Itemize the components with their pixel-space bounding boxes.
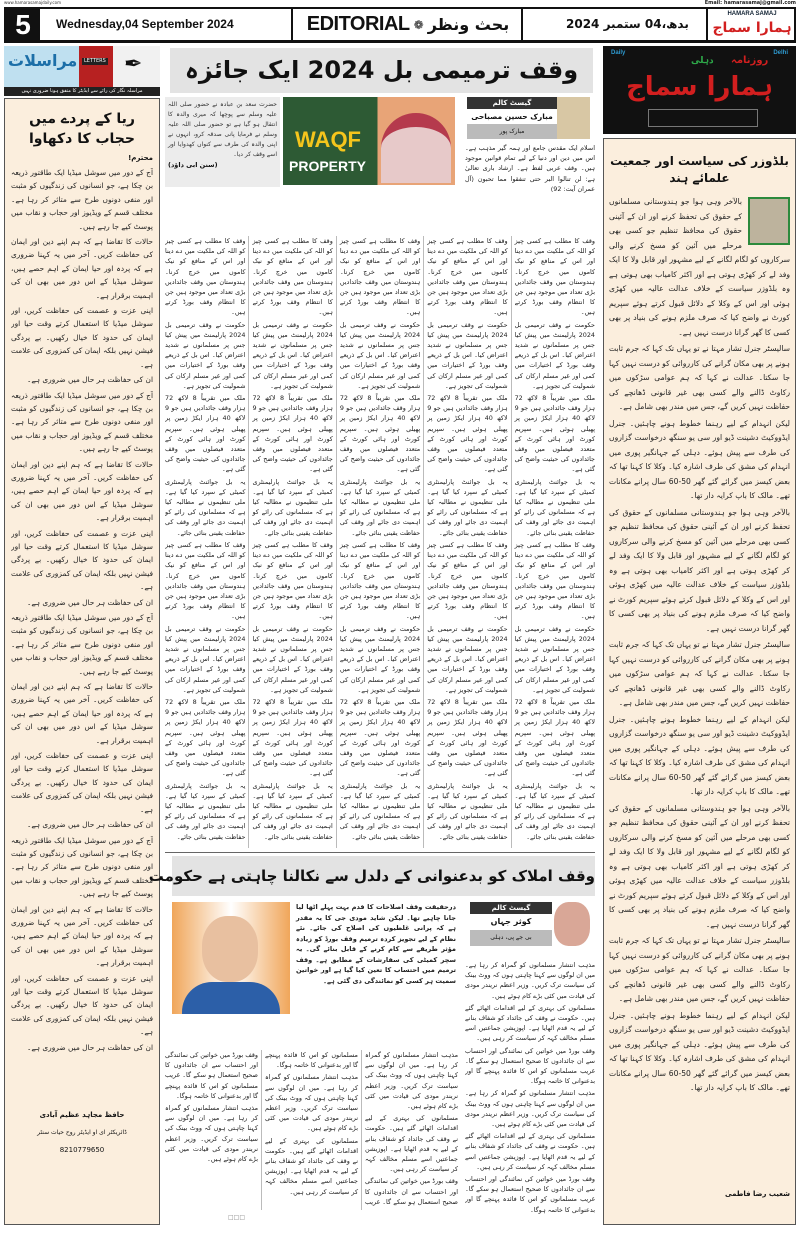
paragraph: حکومت نے وقف ترمیمی بل 2024 پارلیمنٹ میں پیش کیا جس پر مسلمانوں نے شدید اعتراض کیا۔ اس بل کے ذریعے وقف بورڈ کے اختیارات میں کمی اور غیر مسلم ارکان کی شمولیت کی تجویز ہے۔ <box>252 624 333 694</box>
paragraph: یہ بل جوائنٹ پارلیمنٹری کمیٹی کے سپرد کیا گیا ہے۔ ملی تنظیموں نے مطالبہ کیا ہے کہ مسلمانوں کی رائے کو اہمیت دی جائے اور وقف کی حفاظت یقینی بنائی جائے۔ <box>252 477 333 537</box>
paragraph: حکومت نے وقف ترمیمی بل 2024 پارلیمنٹ میں پیش کیا جس پر مسلمانوں نے شدید اعتراض کیا۔ اس بل کے ذریعے وقف بورڈ کے اختیارات میں کمی اور غیر مسلم ارکان کی شمولیت کی تجویز ہے۔ <box>339 320 421 390</box>
author-photo <box>748 197 790 245</box>
paragraph: ملک میں تقریباً 8 لاکھ 72 ہزار وقف جائدادیں ہیں جو 9 لاکھ 40 ہزار ایکڑ زمین پر پھیلی ہوئی ہیں۔ سپریم کورٹ اور ہائی کورٹ کے متعدد فیصلوں میں وقف جائدادوں کی حیثیت واضح کی گئی ہے۔ <box>252 394 333 474</box>
columnist-photo <box>554 902 590 946</box>
letter-author-title: ڈائریکٹر ای او ایڈیٹر روح حیات سنٹر <box>37 1129 127 1136</box>
paragraph: وقف کا مطلب ہے کسی چیز کو اللہ کی ملکیت میں دے دینا اور اس کے منافع کو نیک کاموں میں خرچ کرنا۔ ہندوستان میں وقف جائدادیں بڑی تعداد میں موجود ہیں جن کا انتظام وقف بورڈ کرتے ہیں۔ <box>252 540 333 621</box>
letters-tag: LETTERS <box>84 58 106 64</box>
paragraph: یہ بل جوائنٹ پارلیمنٹری کمیٹی کے سپرد کیا گیا ہے۔ ملی تنظیموں نے مطالبہ کیا ہے کہ مسلمانوں کی رائے کو اہمیت دی جائے اور وقف کی حفاظت یقینی بنائی جائے۔ <box>514 477 595 537</box>
paragraph: مذہب انتشار مسلمانوں کو گمراہ کر رہا ہے۔ میں ان لوگوں سے کہنا چاہتی ہوں کہ ووٹ بینک کی سیاست ترک کریں۔ وزیر اعظم نریندر مودی کی قیادت میں کئی بڑے کام ہوئے ہیں۔ <box>465 1089 595 1129</box>
paragraph: سالیسٹر جنرل تشار مہتا نے تو یہاں تک کہا کہ جرم ثابت ہونے پر بھی مکان گرانے کی کارروائی کو درست نہیں کہا جا سکتا۔ عدالت نے کہا کہ ہم عوامی سڑکوں میں رکاوٹ ڈالنے والے کسی بھی غیر قانونی ڈھانچے کی حفاظت نہیں کریں گے، جس میں مندر بھی شامل ہے۔ <box>609 344 790 411</box>
image-text-property: PROPERTY <box>289 158 367 174</box>
paragraph: وقف کا مطلب ہے کسی چیز کو اللہ کی ملکیت میں دے دینا اور اس کے منافع کو نیک کاموں میں خرچ کرنا۔ ہندوستان میں وقف جائدادیں بڑی تعداد میں موجود ہیں جن کا انتظام وقف بورڈ کرتے ہیں۔ <box>514 540 595 621</box>
paragraph: حکومت نے وقف ترمیمی بل 2024 پارلیمنٹ میں پیش کیا جس پر مسلمانوں نے شدید اعتراض کیا۔ اس بل کے ذریعے وقف بورڈ کے اختیارات میں کمی اور غیر مسلم ارکان کی شمولیت کی تجویز ہے۔ <box>165 320 246 390</box>
date-english: Wednesday,04 September 2024 <box>56 17 234 31</box>
paragraph: بالآخر وہی ہوا جو ہندوستانی مسلمانوں کے حقوق کی تحفظ کرنے اور ان کے آئینی حقوق کی محافظ تنظیم جو کسی بھی مرحلے میں آئین کو مسخ کرنے والی سرکاروں کو لگام لگانے کے لیے مشہور اور قابل ولا کا ایک وفد لے کر کھڑی ہوتی ہے اور اکثر کامیاب بھی ہوتی ہے وہ بلڈوزر سیاست کے خلاف عدالت عالیہ میں کھڑی ہوئی اور اس کے وکلا کے دلائل قبول کرتے ہوئے سپریم کورٹ نے واضح کیا کہ صرف ملزم ہونے کی بنیاد پر بھی کسی کا گھر گرانا درست نہیں ہے۔ <box>609 507 790 633</box>
logo-roznama: روزنامہ <box>731 55 769 66</box>
paragraph: اپنی عزت و عصمت کی حفاظت کریں، اور سوشل میڈیا کا استعمال کرتے وقت حیا اور ایمان کی حدود کا خیال رکھیں۔ بے پردگی فیشن نہیں بلکہ ایمان کی کمزوری کی علامت ہے۔ <box>11 751 153 814</box>
email: Email: hamarasamaj@gmail.com <box>704 0 796 6</box>
guest-column-box <box>470 902 552 946</box>
page-number: 5 <box>6 9 40 40</box>
paragraph: حالات کا تقاضا ہے کہ ہم اپنے دین اور ایمان کی حفاظت کریں۔ آخر میں یہ کہنا ضروری ہے کہ پردہ اور حیا ایمان کے اہم حصے ہیں، سوشل میڈیا کے اس دور میں بھی ان کی اہمیت برقرار ہے۔ <box>11 904 153 968</box>
paragraph: ملک میں تقریباً 8 لاکھ 72 ہزار وقف جائدادیں ہیں جو 9 لاکھ 40 ہزار ایکڑ زمین پر پھیلی ہوئی ہیں۔ سپریم کورٹ اور ہائی کورٹ کے متعدد فیصلوں میں وقف جائدادوں کی حیثیت واضح کی گئی ہے۔ <box>514 394 595 474</box>
divider <box>291 9 293 40</box>
second-quote: درحقیقت وقف اصلاحات کا قدم بہت پہلے اٹھا لیا جانا چاہیے تھا۔ لیکن شاید مودی جی کا یہ مقدر ہے کہ پرانی غلطیوں کی اصلاح کی جائے۔ نئے نظام کے لیے تجویز کردہ ترمیم وقف بورڈ کو زیادہ مؤثر طریقے سے کام کرنے کے قابل بنائے گی۔ یہ سچر کمیٹی کی سفارشات کے مطابق ہے۔ وقف ترمیم میں احتساب کا تعین کیا گیا ہے اور خواتین سمیت ہر کسی کو نمائندگی دی گئی ہے۔ <box>296 903 456 985</box>
letter-headline: ریا کے پردے میں حجاب کا دکھاوا <box>29 111 135 147</box>
right-author: شعیب رضا فاطمی <box>725 1190 790 1198</box>
divider <box>706 9 708 40</box>
paragraph: ان کی حفاظت ہر حال میں ضروری ہے۔ <box>27 820 153 830</box>
modi-photo <box>172 902 290 1014</box>
right-body <box>609 195 790 1175</box>
section-urdu: بحث ونظر <box>427 15 510 34</box>
paragraph: یہ بل جوائنٹ پارلیمنٹری کمیٹی کے سپرد کیا گیا ہے۔ ملی تنظیموں نے مطالبہ کیا ہے کہ مسلمانوں کی رائے کو اہمیت دی جائے اور وقف کی حفاظت یقینی بنائی جائے۔ <box>427 781 508 841</box>
letters-disclaimer: مراسلہ نگار کی رائے سے ایڈیٹر کا متفق ہونا ضروری نہیں <box>4 87 160 96</box>
section-title <box>298 11 518 38</box>
second-body-side <box>465 960 595 1222</box>
logo-english: HAMARA SAMAJ <box>727 11 777 17</box>
face-graphic <box>202 916 258 982</box>
hadith-source: (سنن ابی داؤد) <box>168 161 218 169</box>
paragraph: حکومت نے وقف ترمیمی بل 2024 پارلیمنٹ میں پیش کیا جس پر مسلمانوں نے شدید اعتراض کیا۔ اس بل کے ذریعے وقف بورڈ کے اختیارات میں کمی اور غیر مسلم ارکان کی شمولیت کی تجویز ہے۔ <box>252 320 333 390</box>
paragraph: یہ بل جوائنٹ پارلیمنٹری کمیٹی کے سپرد کیا گیا ہے۔ ملی تنظیموں نے مطالبہ کیا ہے کہ مسلمانوں کی رائے کو اہمیت دی جائے اور وقف کی حفاظت یقینی بنائی جائے۔ <box>165 477 246 537</box>
main-intro: اسلام ایک مقدس جامع اور ہمہ گیر مذہب ہے۔ اس میں دین اور دنیا کے لیے تمام قوانین موجود ہیں۔ وقف عربی لفظ ہے۔ ارشاد باری تعالیٰ ہے: لن تنالوا البر حتی تنفقوا مما تحبون (آل عمران آیت: 92) <box>465 144 595 193</box>
paragraph: یہ بل جوائنٹ پارلیمنٹری کمیٹی کے سپرد کیا گیا ہے۔ ملی تنظیموں نے مطالبہ کیا ہے کہ مسلمانوں کی رائے کو اہمیت دی جائے اور وقف کی حفاظت یقینی بنائی جائے۔ <box>339 781 421 841</box>
logo-delhi: Delhi <box>773 50 788 56</box>
paragraph: ملک میں تقریباً 8 لاکھ 72 ہزار وقف جائدادیں ہیں جو 9 لاکھ 40 ہزار ایکڑ زمین پر پھیلی ہوئی ہیں۔ سپریم کورٹ اور ہائی کورٹ کے متعدد فیصلوں میں وقف جائدادوں کی حیثیت واضح کی گئی ہے۔ <box>514 697 595 778</box>
paragraph: مسلمانوں کی بہتری کے لیے اقدامات اٹھائے گئے ہیں۔ حکومت نے وقف کی جائداد کو شفاف بنانے کے لیے یہ قدم اٹھایا ہے۔ اپوزیشن جماعتیں اسے مسلم مخالف کہہ کر سیاست کر رہی ہیں۔ <box>465 1132 595 1171</box>
hadith-quote: حضرت سعد بن عبادہ نے حضور صلی اللہ علیہ وسلم سے پوچھا کہ میری والدہ کا انتقال ہو گیا ہے تو حضور صلی اللہ علیہ وسلم نے فرمایا پانی صدقہ کرو، انہوں نے اپنی والدہ کی طرف سے کنواں کھدوایا اور اسے وقف کر دیا۔ <box>168 101 277 158</box>
hadith-quote-box <box>165 97 280 187</box>
paragraph: آج کے دور میں سوشل میڈیا ایک طاقتور ذریعہ بن چکا ہے، جو انسانوں کی زندگیوں کو مثبت اور منفی دونوں طرح سے متاثر کر رہا ہے۔ مختلف قسم کے ویڈیوز اور حجاب و نقاب میں پوسٹ کیے جا رہے ہیں۔ <box>11 613 153 676</box>
paragraph: یہ بل جوائنٹ پارلیمنٹری کمیٹی کے سپرد کیا گیا ہے۔ ملی تنظیموں نے مطالبہ کیا ہے کہ مسلمانوں کی رائے کو اہمیت دی جائے اور وقف کی حفاظت یقینی بنائی جائے۔ <box>252 781 333 841</box>
paragraph: حکومت نے وقف ترمیمی بل 2024 پارلیمنٹ میں پیش کیا جس پر مسلمانوں نے شدید اعتراض کیا۔ اس بل کے ذریعے وقف بورڈ کے اختیارات میں کمی اور غیر مسلم ارکان کی شمولیت کی تجویز ہے۔ <box>427 624 508 694</box>
paragraph: ان کی حفاظت ہر حال میں ضروری ہے۔ <box>27 597 153 607</box>
paragraph: مسلمانوں کی بہتری کے لیے اقدامات اٹھائے گئے ہیں۔ حکومت نے وقف کی جائداد کو شفاف بنانے کے لیے یہ قدم اٹھایا ہے۔ اپوزیشن جماعتیں اسے مسلم مخالف کہہ کر سیاست کر رہی ہیں۔ <box>465 1003 595 1043</box>
paragraph: یہ بل جوائنٹ پارلیمنٹری کمیٹی کے سپرد کیا گیا ہے۔ ملی تنظیموں نے مطالبہ کیا ہے کہ مسلمانوں کی رائے کو اہمیت دی جائے اور وقف کی حفاظت یقینی بنائی جائے۔ <box>514 781 595 841</box>
paragraph: سالیسٹر جنرل تشار مہتا نے تو یہاں تک کہا کہ جرم ثابت ہونے پر بھی مکان گرانے کی کارروائی کو درست نہیں کہا جا سکتا۔ عدالت نے کہا کہ ہم عوامی سڑکوں میں رکاوٹ ڈالنے والے کسی بھی غیر قانونی ڈھانچے کی حفاظت نہیں کریں گے، جس میں مندر بھی شامل ہے۔ <box>609 640 790 707</box>
pen-icon: ✒ <box>124 52 143 77</box>
paragraph: حالات کا تقاضا ہے کہ ہم اپنے دین اور ایمان کی حفاظت کریں۔ آخر میں یہ کہنا ضروری ہے کہ پردہ اور حیا ایمان کے اہم حصے ہیں، سوشل میڈیا کے اس دور میں بھی ان کی اہمیت برقرار ہے۔ <box>11 459 153 523</box>
end-mark: □□□ <box>228 1214 246 1221</box>
paragraph: وقف کا مطلب ہے کسی چیز کو اللہ کی ملکیت میں دے دینا اور اس کے منافع کو نیک کاموں میں خرچ کرنا۔ ہندوستان میں وقف جائدادیں بڑی تعداد میں موجود ہیں جن کا انتظام وقف بورڈ کرتے ہیں۔ <box>165 540 246 621</box>
paragraph: مذہب انتشار مسلمانوں کو گمراہ کر رہا ہے۔ میں ان لوگوں سے کہنا چاہتی ہوں کہ ووٹ بینک کی سیاست ترک کریں۔ وزیر اعظم نریندر مودی کی قیادت میں کئی بڑے کام ہوئے ہیں۔ <box>165 1104 258 1164</box>
main-headline: وقف ترمیمی بل 2024 ایک جائزہ <box>170 48 593 93</box>
letter-author: حافظ مجاہد عظیم آبادی <box>39 1111 125 1119</box>
paragraph: وقف کا مطلب ہے کسی چیز کو اللہ کی ملکیت میں دے دینا اور اس کے منافع کو نیک کاموں میں خرچ کرنا۔ ہندوستان میں وقف جائدادیں بڑی تعداد میں موجود ہیں جن کا انتظام وقف بورڈ کرتے ہیں۔ <box>427 237 508 317</box>
section-english: EDITORIAL <box>306 13 410 35</box>
right-headline: بلڈوزر کی سیاست اور جمعیت علمائے ہند <box>610 154 789 185</box>
paragraph: آج کے دور میں سوشل میڈیا ایک طاقتور ذریعہ بن چکا ہے، جو انسانوں کی زندگیوں کو مثبت اور منفی دونوں طرح سے متاثر کر رہا ہے۔ مختلف قسم کے ویڈیوز اور حجاب و نقاب میں پوسٹ کیے جا رہے ہیں۔ <box>11 390 153 454</box>
guest-column-tag: گیسٹ کالم <box>467 97 557 109</box>
paragraph: حکومت نے وقف ترمیمی بل 2024 پارلیمنٹ میں پیش کیا جس پر مسلمانوں نے شدید اعتراض کیا۔ اس بل کے ذریعے وقف بورڈ کے اختیارات میں کمی اور غیر مسلم ارکان کی شمولیت کی تجویز ہے۔ <box>339 624 421 694</box>
paragraph: بالآخر وہی ہوا جو ہندوستانی مسلمانوں کے حقوق کی تحفظ کرنے اور ان کے آئینی حقوق کی محافظ تنظیم جو کسی بھی مرحلے میں آئین کو مسخ کرنے والی سرکاروں کو لگام لگانے کے لیے مشہور اور قابل ولا کا ایک وفد لے کر کھڑی ہوتی ہے اور اکثر کامیاب بھی ہوتی ہے وہ بلڈوزر سیاست کے خلاف عدالت عالیہ میں کھڑی ہوئی اور اس کے وکلا کے دلائل قبول کرتے ہوئے سپریم کورٹ نے واضح کیا کہ صرف ملزم ہونے کی بنیاد پر بھی کسی کا گھر گرانا درست نہیں ہے۔ <box>609 803 790 929</box>
letter-salutation: محترم! <box>128 154 153 162</box>
paragraph: ان کی حفاظت ہر حال میں ضروری ہے۔ <box>27 1042 153 1052</box>
paragraph: آج کے دور میں سوشل میڈیا ایک طاقتور ذریعہ بن چکا ہے، جو انسانوں کی زندگیوں کو مثبت اور منفی دونوں طرح سے متاثر کر رہا ہے۔ مختلف قسم کے ویڈیوز اور حجاب و نقاب میں پوسٹ کیے جا رہے ہیں۔ <box>11 835 153 899</box>
paragraph: مذہب انتشار مسلمانوں کو گمراہ کر رہا ہے۔ میں ان لوگوں سے کہنا چاہتی ہوں کہ ووٹ بینک کی سیاست ترک کریں۔ وزیر اعظم نریندر مودی کی قیادت میں کئی بڑے کام ہوئے ہیں۔ <box>365 1051 458 1111</box>
paragraph: حکومت نے وقف ترمیمی بل 2024 پارلیمنٹ میں پیش کیا جس پر مسلمانوں نے شدید اعتراض کیا۔ اس بل کے ذریعے وقف بورڈ کے اختیارات میں کمی اور غیر مسلم ارکان کی شمولیت کی تجویز ہے۔ <box>427 320 508 390</box>
paragraph: لیکن انہدام کے لیے رہنما خطوط ہونے چاہئیں۔ جنرل ایڈووکیٹ دشینت ڈیو اور سی یو سنگھ درخواست گزاروں کی طرف سے پیش ہوئے۔ دہلی کے جہانگیر پوری میں انہدام کی مشق کی طرف اشارہ کیا۔ وکلا کا کہنا تھا کہ بعض کیسز میں گرائے گئے گھر 50-60 سال پرانے مکانات تھے۔ مالک کا باپ کرایہ دار تھا۔ <box>609 418 790 500</box>
waqf-property-image <box>283 97 455 185</box>
paragraph: حکومت نے وقف ترمیمی بل 2024 پارلیمنٹ میں پیش کیا جس پر مسلمانوں نے شدید اعتراض کیا۔ اس بل کے ذریعے وقف بورڈ کے اختیارات میں کمی اور غیر مسلم ارکان کی شمولیت کی تجویز ہے۔ <box>514 624 595 694</box>
paragraph: وقف کا مطلب ہے کسی چیز کو اللہ کی ملکیت میں دے دینا اور اس کے منافع کو نیک کاموں میں خرچ کرنا۔ ہندوستان میں وقف جائدادیں بڑی تعداد میں موجود ہیں جن کا انتظام وقف بورڈ کرتے ہیں۔ <box>252 237 333 317</box>
main-body <box>165 236 595 848</box>
letter-phone: 8210779650 <box>59 1146 105 1154</box>
paragraph: یہ بل جوائنٹ پارلیمنٹری کمیٹی کے سپرد کیا گیا ہے۔ ملی تنظیموں نے مطالبہ کیا ہے کہ مسلمانوں کی رائے کو اہمیت دی جائے اور وقف کی حفاظت یقینی بنائی جائے۔ <box>165 781 246 841</box>
image-text-waqf: WAQF <box>295 127 361 152</box>
paragraph: اپنی عزت و عصمت کی حفاظت کریں، اور سوشل میڈیا کا استعمال کرتے وقت حیا اور ایمان کی حدود کا خیال رکھیں۔ بے پردگی فیشن نہیں بلکہ ایمان کی کمزوری کی علامت ہے۔ <box>11 306 153 369</box>
paragraph: وقف کا مطلب ہے کسی چیز کو اللہ کی ملکیت میں دے دینا اور اس کے منافع کو نیک کاموں میں خرچ کرنا۔ ہندوستان میں وقف جائدادیں بڑی تعداد میں موجود ہیں جن کا انتظام وقف بورڈ کرتے ہیں۔ <box>165 237 246 317</box>
masthead-logo <box>603 46 796 134</box>
paragraph: وقف بورڈ میں خواتین کی نمائندگی اور احتساب سے ان جائدادوں کا صحیح استعمال ہو سکے گا۔ غریب مسلمانوں کو اس کا فائدہ پہنچے گا اور بدعنوانی کا خاتمہ ہوگا۔ <box>165 1051 258 1100</box>
paragraph: ملک میں تقریباً 8 لاکھ 72 ہزار وقف جائدادیں ہیں جو 9 لاکھ 40 ہزار ایکڑ زمین پر پھیلی ہوئی ہیں۔ سپریم کورٹ اور ہائی کورٹ کے متعدد فیصلوں میں وقف جائدادوں کی حیثیت واضح کی گئی ہے۔ <box>427 697 508 778</box>
second-headline: وقف املاک کو بدعنوانی کے دلدل سے نکالنا چاہتی ہے حکومت <box>172 856 595 896</box>
letters-banner <box>4 46 160 87</box>
divider <box>165 852 595 853</box>
paragraph: سالیسٹر جنرل تشار مہتا نے تو یہاں تک کہا کہ جرم ثابت ہونے پر بھی مکان گرانے کی کارروائی کو درست نہیں کہا جا سکتا۔ عدالت نے کہا کہ ہم عوامی سڑکوں میں رکاوٹ ڈالنے والے کسی بھی غیر قانونی ڈھانچے کی حفاظت نہیں کریں گے، جس میں مندر بھی شامل ہے۔ <box>609 936 790 1003</box>
paragraph: مذہب انتشار مسلمانوں کو گمراہ کر رہا ہے۔ میں ان لوگوں سے کہنا چاہتی ہوں کہ ووٹ بینک کی سیاست ترک کریں۔ وزیر اعظم نریندر مودی کی قیادت میں کئی بڑے کام ہوئے ہیں۔ <box>465 961 595 1000</box>
paragraph: وقف کا مطلب ہے کسی چیز کو اللہ کی ملکیت میں دے دینا اور اس کے منافع کو نیک کاموں میں خرچ کرنا۔ ہندوستان میں وقف جائدادیں بڑی تعداد میں موجود ہیں جن کا انتظام وقف بورڈ کرتے ہیں۔ <box>339 540 421 621</box>
logo-name: ہمارا سماج <box>626 72 773 102</box>
paragraph: ملک میں تقریباً 8 لاکھ 72 ہزار وقف جائدادیں ہیں جو 9 لاکھ 40 ہزار ایکڑ زمین پر پھیلی ہوئی ہیں۔ سپریم کورٹ اور ہائی کورٹ کے متعدد فیصلوں میں وقف جائدادوں کی حیثیت واضح کی گئی ہے۔ <box>252 697 333 778</box>
paragraph: آج کے دور میں سوشل میڈیا ایک طاقتور ذریعہ بن چکا ہے، جو انسانوں کی زندگیوں کو مثبت اور منفی دونوں طرح سے متاثر کر رہا ہے۔ مختلف قسم کے ویڈیوز اور حجاب و نقاب میں پوسٹ کیے جا رہے ہیں۔ <box>11 168 153 231</box>
paragraph: ملک میں تقریباً 8 لاکھ 72 ہزار وقف جائدادیں ہیں جو 9 لاکھ 40 ہزار ایکڑ زمین پر پھیلی ہوئی ہیں۔ سپریم کورٹ اور ہائی کورٹ کے متعدد فیصلوں میں وقف جائدادوں کی حیثیت واضح کی گئی ہے۔ <box>427 394 508 474</box>
paragraph: وقف کا مطلب ہے کسی چیز کو اللہ کی ملکیت میں دے دینا اور اس کے منافع کو نیک کاموں میں خرچ کرنا۔ ہندوستان میں وقف جائدادیں بڑی تعداد میں موجود ہیں جن کا انتظام وقف بورڈ کرتے ہیں۔ <box>514 237 595 317</box>
website: www.hamarasamajdaily.com <box>4 0 61 5</box>
header-logo: ہمارا سماج <box>712 20 792 36</box>
paragraph: حکومت نے وقف ترمیمی بل 2024 پارلیمنٹ میں پیش کیا جس پر مسلمانوں نے شدید اعتراض کیا۔ اس بل کے ذریعے وقف بورڈ کے اختیارات میں کمی اور غیر مسلم ارکان کی شمولیت کی تجویز ہے۔ <box>165 624 246 694</box>
page-header <box>4 7 796 43</box>
right-article <box>603 138 796 1225</box>
paragraph: یہ بل جوائنٹ پارلیمنٹری کمیٹی کے سپرد کیا گیا ہے۔ ملی تنظیموں نے مطالبہ کیا ہے کہ مسلمانوں کی رائے کو اہمیت دی جائے اور وقف کی حفاظت یقینی بنائی جائے۔ <box>427 477 508 537</box>
columnist-name: کوثر جہاں <box>470 914 552 930</box>
paragraph: مذہب انتشار مسلمانوں کو گمراہ کر رہا ہے۔ میں ان لوگوں سے کہنا چاہتی ہوں کہ ووٹ بینک کی سیاست ترک کریں۔ وزیر اعظم نریندر مودی کی قیادت میں کئی بڑے کام ہوئے ہیں۔ <box>265 1073 358 1133</box>
letter-article <box>4 98 160 1225</box>
columnist-photo <box>557 97 590 139</box>
paragraph: وقف بورڈ میں خواتین کی نمائندگی اور احتساب سے ان جائدادوں کا صحیح استعمال ہو سکے گا۔ غریب مسلمانوں کو اس کا فائدہ پہنچے گا اور بدعنوانی کا خاتمہ ہوگا۔ <box>465 1175 595 1214</box>
paragraph: لیکن انہدام کے لیے رہنما خطوط ہونے چاہئیں۔ جنرل ایڈووکیٹ دشینت ڈیو اور سی یو سنگھ درخواست گزاروں کی طرف سے پیش ہوئے۔ دہلی کے جہانگیر پوری میں انہدام کی مشق کی طرف اشارہ کیا۔ وکلا کا کہنا تھا کہ بعض کیسز میں گرائے گئے گھر 50-60 سال پرانے مکانات تھے۔ مالک کا باپ کرایہ دار تھا۔ <box>609 1010 790 1092</box>
logo-blank-box <box>648 109 758 127</box>
columnist-place: مبارک پور <box>467 124 557 139</box>
paragraph: یہ بل جوائنٹ پارلیمنٹری کمیٹی کے سپرد کیا گیا ہے۔ ملی تنظیموں نے مطالبہ کیا ہے کہ مسلمانوں کی رائے کو اہمیت دی جائے اور وقف کی حفاظت یقینی بنائی جائے۔ <box>339 477 421 537</box>
paragraph: وقف بورڈ میں خواتین کی نمائندگی اور احتساب سے ان جائدادوں کا صحیح استعمال ہو سکے گا۔ غریب مسلمانوں کو اس کا فائدہ پہنچے گا اور بدعنوانی کا خاتمہ ہوگا۔ <box>465 1046 595 1086</box>
court-dome-graphic <box>381 113 451 183</box>
columnist-place: بی جے پی، دہلی <box>470 930 552 946</box>
paragraph: بالآخر وہی ہوا جو ہندوستانی مسلمانوں کے حقوق کی تحفظ کرنے اور ان کے آئینی حقوق کی محافظ تنظیم جو کسی بھی مرحلے میں آئین کو مسخ کرنے والی سرکاروں کو لگام لگانے کے لیے مشہور اور قابل ولا کا ایک وفد لے کر کھڑی ہوتی ہے اور اکثر کامیاب بھی ہوتی ہے وہ بلڈوزر سیاست کے خلاف عدالت عالیہ میں کھڑی ہوئی اور اس کے وکلا کے دلائل قبول کرتے ہوئے سپریم کورٹ نے واضح کیا کہ صرف ملزم ہونے کی بنیاد پر بھی کسی کا گھر گرانا درست نہیں ہے۔ <box>609 197 790 337</box>
paragraph: اپنی عزت و عصمت کی حفاظت کریں، اور سوشل میڈیا کا استعمال کرتے وقت حیا اور ایمان کی حدود کا خیال رکھیں۔ بے پردگی فیشن نہیں بلکہ ایمان کی کمزوری کی علامت ہے۔ <box>11 528 153 592</box>
paragraph: وقف کا مطلب ہے کسی چیز کو اللہ کی ملکیت میں دے دینا اور اس کے منافع کو نیک کاموں میں خرچ کرنا۔ ہندوستان میں وقف جائدادیں بڑی تعداد میں موجود ہیں جن کا انتظام وقف بورڈ کرتے ہیں۔ <box>427 540 508 621</box>
letters-banner-title: مراسلات <box>8 51 78 70</box>
paragraph: لیکن انہدام کے لیے رہنما خطوط ہونے چاہئیں۔ جنرل ایڈووکیٹ دشینت ڈیو اور سی یو سنگھ درخواست گزاروں کی طرف سے پیش ہوئے۔ دہلی کے جہانگیر پوری میں انہدام کی مشق کی طرف اشارہ کیا۔ وکلا کا کہنا تھا کہ بعض کیسز میں گرائے گئے گھر 50-60 سال پرانے مکانات تھے۔ مالک کا باپ کرایہ دار تھا۔ <box>609 714 790 796</box>
paragraph: ملک میں تقریباً 8 لاکھ 72 ہزار وقف جائدادیں ہیں جو 9 لاکھ 40 ہزار ایکڑ زمین پر پھیلی ہوئی ہیں۔ سپریم کورٹ اور ہائی کورٹ کے متعدد فیصلوں میں وقف جائدادوں کی حیثیت واضح کی گئی ہے۔ <box>339 697 421 778</box>
divider <box>521 9 523 40</box>
paragraph: ملک میں تقریباً 8 لاکھ 72 ہزار وقف جائدادیں ہیں جو 9 لاکھ 40 ہزار ایکڑ زمین پر پھیلی ہوئی ہیں۔ سپریم کورٹ اور ہائی کورٹ کے متعدد فیصلوں میں وقف جائدادوں کی حیثیت واضح کی گئی ہے۔ <box>339 394 421 474</box>
paragraph: اپنی عزت و عصمت کی حفاظت کریں، اور سوشل میڈیا کا استعمال کرتے وقت حیا اور ایمان کی حدود کا خیال رکھیں۔ بے پردگی فیشن نہیں بلکہ ایمان کی کمزوری کی علامت ہے۔ <box>11 973 153 1037</box>
logo-daily: Daily <box>611 50 626 56</box>
paragraph: مسلمانوں کی بہتری کے لیے اقدامات اٹھائے گئے ہیں۔ حکومت نے وقف کی جائداد کو شفاف بنانے کے لیے یہ قدم اٹھایا ہے۔ اپوزیشن جماعتیں اسے مسلم مخالف کہہ کر سیاست کر رہی ہیں۔ <box>365 1114 458 1174</box>
ornament-icon: ❁ <box>413 17 424 32</box>
second-body <box>165 1050 458 1210</box>
paragraph: حکومت نے وقف ترمیمی بل 2024 پارلیمنٹ میں پیش کیا جس پر مسلمانوں نے شدید اعتراض کیا۔ اس بل کے ذریعے وقف بورڈ کے اختیارات میں کمی اور غیر مسلم ارکان کی شمولیت کی تجویز ہے۔ <box>514 320 595 390</box>
date-urdu: بدھ،04 ستمبر 2024 <box>566 17 689 31</box>
guest-column-tag: گیسٹ کالم <box>470 902 552 914</box>
jacket-graphic <box>182 982 280 1014</box>
columnist-name: مبارک حسین مصباحی <box>467 109 557 124</box>
paragraph: وقف کا مطلب ہے کسی چیز کو اللہ کی ملکیت میں دے دینا اور اس کے منافع کو نیک کاموں میں خرچ کرنا۔ ہندوستان میں وقف جائدادیں بڑی تعداد میں موجود ہیں جن کا انتظام وقف بورڈ کرتے ہیں۔ <box>339 237 421 317</box>
paragraph: ملک میں تقریباً 8 لاکھ 72 ہزار وقف جائدادیں ہیں جو 9 لاکھ 40 ہزار ایکڑ زمین پر پھیلی ہوئی ہیں۔ سپریم کورٹ اور ہائی کورٹ کے متعدد فیصلوں میں وقف جائدادوں کی حیثیت واضح کی گئی ہے۔ <box>165 394 246 474</box>
paragraph: ملک میں تقریباً 8 لاکھ 72 ہزار وقف جائدادیں ہیں جو 9 لاکھ 40 ہزار ایکڑ زمین پر پھیلی ہوئی ہیں۔ سپریم کورٹ اور ہائی کورٹ کے متعدد فیصلوں میں وقف جائدادوں کی حیثیت واضح کی گئی ہے۔ <box>165 697 246 778</box>
guest-column-box <box>467 97 557 139</box>
paragraph: مسلمانوں کی بہتری کے لیے اقدامات اٹھائے گئے ہیں۔ حکومت نے وقف کی جائداد کو شفاف بنانے کے لیے یہ قدم اٹھایا ہے۔ اپوزیشن جماعتیں اسے مسلم مخالف کہہ کر سیاست کر رہی ہیں۔ <box>265 1136 358 1196</box>
paragraph: ان کی حفاظت ہر حال میں ضروری ہے۔ <box>27 375 153 385</box>
paragraph: وقف بورڈ میں خواتین کی نمائندگی اور احتساب سے ان جائدادوں کا صحیح استعمال ہو سکے گا۔ غریب مسلمانوں کو اس کا فائدہ پہنچے گا اور بدعنوانی کا خاتمہ ہوگا۔ <box>265 1051 458 1206</box>
logo-dehli: دہلی <box>691 56 714 66</box>
letter-body <box>11 166 153 1096</box>
paragraph: حالات کا تقاضا ہے کہ ہم اپنے دین اور ایمان کی حفاظت کریں۔ آخر میں یہ کہنا ضروری ہے کہ پردہ اور حیا ایمان کے اہم حصے ہیں، سوشل میڈیا کے اس دور میں بھی ان کی اہمیت برقرار ہے۔ <box>11 682 153 745</box>
paragraph: حالات کا تقاضا ہے کہ ہم اپنے دین اور ایمان کی حفاظت کریں۔ آخر میں یہ کہنا ضروری ہے کہ پردہ اور حیا ایمان کے اہم حصے ہیں، سوشل میڈیا کے اس دور میں بھی ان کی اہمیت برقرار ہے۔ <box>11 237 153 300</box>
